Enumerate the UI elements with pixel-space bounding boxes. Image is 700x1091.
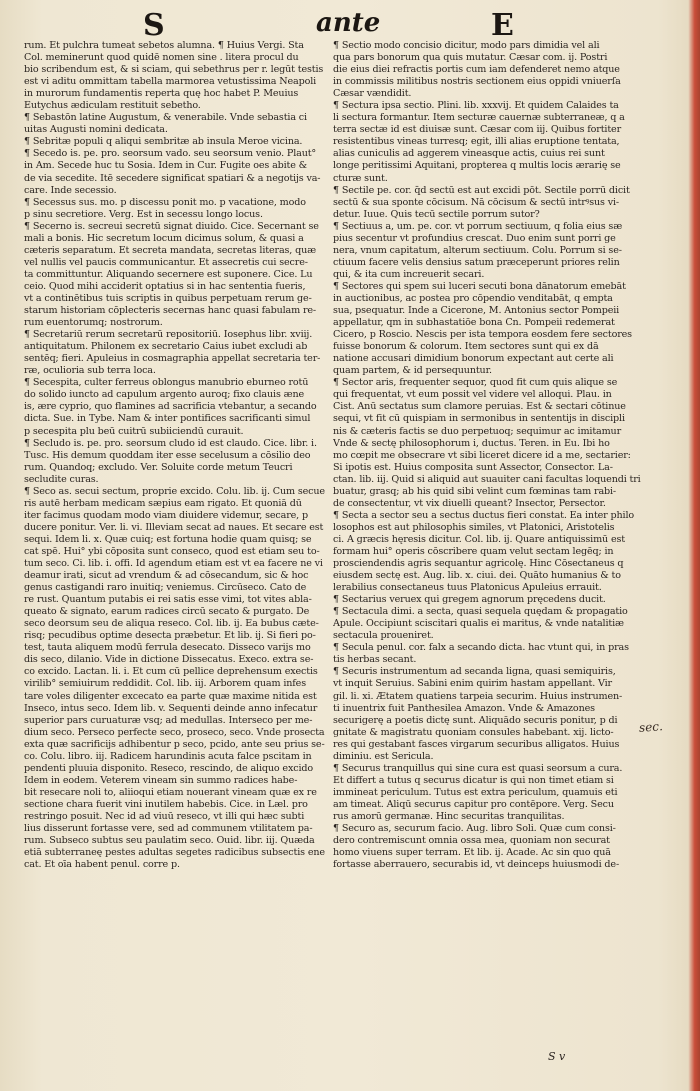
- text-line: ¶ Securis instrumentum ad secanda ligna, quasi semiquiris,: [333, 666, 616, 678]
- text-line: Inseco, intus seco. Idem lib. v. Sequenti deinde anno infecatur: [24, 702, 318, 714]
- running-head-right: E: [491, 8, 514, 43]
- text-line: terra sectæ id est diuisæ sunt. Cæsar com iij. Quibus fortiter: [333, 124, 622, 136]
- text-line: co. Colu. libro. iij. Radicem harundinis acuta falce pscitam in: [24, 750, 312, 762]
- text-line: nera, vnum capitatum, alterum sectiuum. Colu. Porrum si se-: [333, 244, 622, 256]
- text-line: re rust. Quantum putabis ei rei satis esse vimi, tot vites abla-: [24, 594, 312, 606]
- text-line: ¶ Sectarius veruex qui gregem agnorum pręcedens ducit.: [333, 594, 606, 606]
- text-line: iter facimus quodam modo viam diuidere videmur, secare, p: [24, 509, 308, 521]
- left-column: [24, 40, 334, 1040]
- text-line: tis herbas secant.: [333, 654, 417, 666]
- text-line: tum seco. Ci. lib. i. offi. Id agendum etiam est vt ea facere ne vi: [24, 558, 323, 570]
- text-line: ci. A græcis hęresis dicitur. Col. lib. ij. Quare antiquissimū est: [333, 533, 625, 545]
- running-head-center: ante: [316, 8, 381, 38]
- text-line: bio scribendum est, & si sciam, qui sebethrus per r. legūt testis: [24, 64, 324, 76]
- text-line: de consectentur, vt vix diuelli queant? Insector, Persector.: [333, 497, 606, 509]
- text-line: rum. Et pulchra tumeat sebetos alumna. ¶ Huius Vergi. Sta: [24, 40, 304, 51]
- text-line: est vi aditu ommittam tabella marmorea vetustissima Neapoli: [24, 76, 317, 88]
- text-line: test, tauta aliquem modū ferrula desecato. Disseco varijs mo: [24, 642, 311, 654]
- text-line: in Am. Secede huc tu Sosia. Idem in Cur. Fugite oes abite &: [24, 160, 308, 172]
- text-line: die eius diei refractis portis cum iam defenderet nemo atque: [333, 64, 620, 76]
- text-line: longe peritissimi Aquitani, propterea q multis locis ærarię se: [333, 160, 621, 172]
- text-line: detur. Iuue. Quis tecū sectile porrum sutor?: [333, 208, 540, 220]
- text-line: ti inuentrix fuit Panthesilea Amazon. Vnde & Amazones: [333, 702, 595, 714]
- text-line: rus amorū germanæ. Hinc securitas tranquilitas.: [333, 811, 565, 822]
- text-line: ¶ Sectile pe. cor. q̄d sectū est aut excidi pōt. Sectile porrū dicit: [333, 184, 630, 196]
- text-line: bit resecare noli to, aliioqui etiam nouerant vineam quæ ex re: [24, 786, 317, 798]
- text-line: Si ipotis est. Huius composita sunt Assector, Consector. La-: [333, 461, 613, 473]
- text-line: in murorum fundamentis reperta quę hoc habet P. Meuius: [24, 88, 299, 100]
- text-line: queato & signato, earum radices circū secato & purgato. De: [24, 606, 310, 618]
- text-line: ¶ Secula penul. cor. falx a secando dicta. hac vtunt qui, in pras: [333, 642, 629, 654]
- text-line: dis seco, dilanio. Vide in dictione Dissecatus. Execo. extra se-: [24, 654, 314, 666]
- text-line: ¶ Secerno is. secreui secretū signat diuido. Cice. Secernant se: [24, 220, 319, 232]
- text-line: fuisse bonorum & colorum. Item sectores sunt qui ex dā: [333, 341, 599, 353]
- text-line: Cæsar vændidit.: [333, 88, 412, 100]
- text-line: sua, psequatur. Inde a Cicerone, M. Antonius sector Pompeii: [333, 305, 620, 317]
- text-line: ¶ Secessus sus. mo. p discessu ponit mo. p vacatione, modo: [24, 196, 306, 208]
- text-line: homo viuens super terram. Et lib. ij. Acade. Ac sin quo quā: [333, 847, 611, 859]
- text-line: ¶ Secludo is. pe. pro. seorsum cludo id est claudo. Cice. libr. i.: [24, 437, 317, 449]
- text-line: appellatur, qm in subhastatiōe bona Cn. Pompeii redemerat: [333, 317, 615, 329]
- text-line: ris autē herbam medicam sæpius eam rigato. Et quoniā dū: [24, 497, 302, 509]
- text-line: pendenti pluuia disponito. Reseco, rescindo, de aliquo excido: [24, 762, 313, 774]
- text-line: alias cuniculis ad aggerem vineasque actis, cuius rei sunt: [333, 148, 605, 160]
- text-line: ¶ Securo as, securum facio. Aug. libro Soli. Quæ cum consi-: [333, 823, 616, 835]
- text-line: co excido. Lactan. li. i. Et cum cū pellice deprehensum exectis: [24, 666, 318, 678]
- text-line: ¶ Securus tranquillus qui sine cura est quasi seorsum a cura.: [333, 762, 623, 774]
- text-line: qui frequentat, vt eum possit vel videre vel alloqui. Plau. in: [333, 389, 612, 401]
- text-line: immineat periculum. Tutus est extra periculum, quamuis eti: [333, 786, 618, 798]
- text-line: seco deorsum seu de aliqua reseco. Col. lib. ij. Ea bubus cæte-: [24, 618, 319, 630]
- text-line: tare voles diligenter excecato ea parte quæ maxime nitida est: [24, 690, 317, 702]
- text-line: lerabilius consectaneus tuus Platonicus Apuleius errauit.: [333, 582, 602, 594]
- text-line: losophos est aut philosophis similes, vt Platonici, Aristotelis: [333, 521, 615, 533]
- text-line: lius disserunt fortasse vere, sed ad communem vtilitatem pa-: [24, 823, 313, 835]
- text-line: ctiuum facere velis densius satum præceperunt priores relin: [333, 256, 620, 268]
- text-line: dium seco. Perseco perfecte seco, proseco, seco. Vnde prosecta: [24, 726, 325, 738]
- text-line: ¶ Sebastōn latine Augustum, & venerabile. Vnde sebastia ci: [24, 112, 307, 124]
- text-line: Idem in eodem. Veterem vineam sin summo radices habe-: [24, 774, 298, 786]
- text-line: sectione chara fuerit vini inutilem habebis. Cice. in Læl. pro: [24, 798, 308, 810]
- text-line: Col. meminerunt quod quidē nomen sine . litera procul du: [24, 52, 299, 64]
- text-line: qua pars bonorum qua quis mutatur. Cæsar com. ij. Postri: [333, 52, 608, 64]
- text-line: starum historiam cōplecteris secernas hanc quasi fabulam re-: [24, 305, 317, 317]
- text-line: Cist. Anū sectatus sum clamore peruias. Est & sectari cōtinue: [333, 401, 626, 413]
- text-line: Vnde & sectę philosophorum i, ductus. Teren. in Eu. Ibi ho: [333, 437, 610, 449]
- text-line: rum. Quandoq; excludo. Ver. Soluite corde metum Teucri: [24, 461, 293, 473]
- text-line: ¶ Secta a sector seu a sectus ductus fieri constat. Ea inter philo: [333, 509, 634, 521]
- text-line: cturæ sunt.: [333, 172, 388, 184]
- text-line: secludite curas.: [24, 473, 99, 485]
- text-line: sectū & sua sponte cōcisum. Nā cōcisum & sectū intrꝰsus vi-: [333, 196, 619, 208]
- text-line: gil. li. xi. Ætatem quatiens tarpeia securim. Huius instrumen-: [333, 690, 623, 702]
- text-line: ¶ Sebritæ populi q aliqui sembritæ ab insula Meroe vicina.: [24, 136, 303, 148]
- text-line: quam partem, & id persequuntur.: [333, 365, 492, 377]
- text-line: do solido iuncto ad capulum argento auroq; fixo clauis æne: [24, 389, 305, 401]
- text-line: pius secentur vt profundius crescat. Duo enim sunt porri ge: [333, 232, 616, 244]
- text-line: cat. Et oīa habent penul. corre p.: [24, 859, 180, 871]
- text-line: fortasse aberrauero, securabis id, vt deinceps huiusmodi de-: [333, 859, 620, 871]
- text-line: in auctionibus, ac postea pro cōpendio venditabāt, q empta: [333, 292, 613, 304]
- text-line: p sinu secretiore. Verg. Est in secessu longo locus.: [24, 208, 263, 220]
- text-line: ¶ Sectiuus a, um. pe. cor. vt porrum sectiuum, q folia eius sæ: [333, 220, 623, 232]
- text-line: ¶ Secedo is. pe. pro. seorsum vado. seu seorsum venio. Plaut°: [24, 148, 317, 160]
- text-line: sectacula proueniret.: [333, 630, 434, 642]
- right-column: [333, 40, 648, 1040]
- text-line: ceio. Quod mihi acciderit optatius si in hac sententia fueris,: [24, 280, 306, 292]
- text-line: natione accusari dimidium bonorum expectant aut certe ali: [333, 353, 614, 365]
- text-line: eiusdem sectę est. Aug. lib. x. ciui. dei. Quāto humanius & to: [333, 570, 621, 582]
- text-line: ¶ Sector aris, frequenter sequor, quod fit cum quis alique se: [333, 377, 618, 389]
- text-line: ¶ Seco as. secui sectum, proprie excido. Colu. lib. ij. Cum secue: [24, 485, 325, 497]
- text-line: res qui gestabant fasces virgarum securibus alligatos. Huius: [333, 738, 620, 750]
- text-line: ræ, oculioria sub terra loca.: [24, 365, 156, 377]
- text-line: cæteris separatum. Et secreta mandata, secretas literas, quæ: [24, 244, 316, 256]
- running-head-left: S: [143, 8, 165, 43]
- text-line: vt inquit Seruius. Sabini enim quirim hastam appellant. Vir: [333, 678, 612, 690]
- margin-annotation: sec.: [638, 719, 664, 735]
- text-line: ctan. lib. iij. Quid si aliquid aut suauiter cani facultas loquendi tri: [333, 473, 641, 485]
- running-head: [0, 8, 690, 42]
- text-line: Cicero, p Roscio. Nescis per ista tempora eosdem fere sectores: [333, 329, 632, 341]
- text-line: vel nullis vel paucis communicantur. Et assecretis cui secre-: [24, 256, 308, 268]
- text-line: ¶ Sectura ipsa sectio. Plini. lib. xxxvij. Et quidem Calaides ta: [333, 100, 619, 112]
- text-line: antiquitatum. Philonem ex secretario Caius iubet excludi ab: [24, 341, 308, 353]
- text-line: dero contremiscunt omnia ossa mea, quoniam non securat: [333, 835, 610, 847]
- text-line: Apule. Occipiunt sciscitari qualis ei maritus, & vnde natalitiæ: [333, 618, 624, 630]
- text-line: Et differt a tutus q securus dicatur is qui non timet etiam si: [333, 774, 614, 786]
- text-line: ¶ Sectacula dimi. a secta, quasi sequela quędam & propagatio: [333, 606, 628, 618]
- text-line: is, ære cyprio, quo flamines ad sacrificia vtebantur, a secando: [24, 401, 317, 413]
- page-edge: [688, 0, 700, 1091]
- text-line: securigerę a poetis dictę sunt. Aliquādo securis ponitur, p di: [333, 714, 618, 726]
- text-line: ducere ponitur. Ver. li. vi. Illeviam secat ad naues. Et secare est: [24, 521, 324, 533]
- text-line: dicta. Sue. in Tybe. Nam & inter pontifices sacrificanti simul: [24, 413, 311, 425]
- text-line: rum. Subseco subtus seu paulatim seco. Ouid. libr. iij. Quæda: [24, 835, 315, 847]
- text-line: ¶ Secretariū rerum secretarū repositoriū. Iosephus libr. xviij.: [24, 329, 313, 341]
- text-line: deamur irati, sicut ad vrendum & ad cōsecandum, sic & hoc: [24, 570, 309, 582]
- text-line: Eutychus ædiculam restituit sebetho.: [24, 100, 201, 112]
- text-line: p secespita plu beū cuitrū subiiciendū curauit.: [24, 425, 244, 437]
- text-line: ¶ Sectio modo concisio dicitur, modo pars dimidia vel ali: [333, 40, 600, 51]
- text-line: cat spē. Hui° ybi cōposita sunt conseco, quod est etiam seu to-: [24, 545, 320, 557]
- text-line: ¶ Sectores qui spem sui luceri secuti bona dānatorum emebāt: [333, 280, 626, 292]
- text-line: de via secedite. Itē secedere significat spatiari & a negotijs va-: [24, 172, 321, 184]
- signature-mark: S v: [548, 1050, 566, 1063]
- text-line: nis & cæteris factis se duo perpetuoq; sequimur ac imitamur: [333, 425, 622, 437]
- text-line: etiā subterraneę pestes adultas segetes radicibus subsectis ene: [24, 847, 325, 859]
- text-line: resistentibus vineas turresq; egit, illi alias eruptione tentata,: [333, 136, 620, 148]
- text-line: in commissis militibus nostris sectionem eius oppidi vniuerſa: [333, 76, 621, 88]
- text-line: virilib° semiuirum reddidit. Col. lib. iij. Arborem quam infes: [24, 678, 306, 690]
- text-line: Tusc. His demum quoddam iter esse secelusum a cōsilio deo: [24, 449, 311, 461]
- text-line: formam hui° operis cōscribere quam velut sectam legēq; in: [333, 545, 614, 557]
- text-line: uitas Augusti nomini dedicata.: [24, 124, 168, 136]
- text-line: risq; pecudibus optime desecta præbetur. Et lib. ij. Si fieri po-: [24, 630, 316, 642]
- text-line: mo cœpit me obsecrare vt sibi liceret dicere id a me, sectarier:: [333, 449, 631, 461]
- text-line: rum euentorumq; nostrorum.: [24, 317, 163, 329]
- text-line: am timeat. Aliqū securus capitur pro contēpore. Verg. Secu: [333, 798, 614, 810]
- text-line: sequi. Idem li. x. Quæ cuiq; est fortuna hodie quam quisq; se: [24, 533, 312, 545]
- text-line: superior pars curuaturæ vsq; ad medullas. Interseco per me-: [24, 714, 313, 726]
- text-line: restringo posuit. Nec id ad viuū reseco, vt illi qui hæc subti: [24, 811, 305, 822]
- text-line: vt a continētibus tuis scriptis in quibus perpetuam rerum ge-: [24, 292, 312, 304]
- text-line: exta quæ sacrificijs adhibentur p seco, pcido, ante seu prius se-: [24, 738, 325, 750]
- text-line: sentēq; fieri. Apuleius in cosmagraphia appellat secretaria ter-: [24, 353, 321, 365]
- text-line: gnitate & magistratu quoniam consules habebant. xij. licto-: [333, 726, 614, 738]
- text-line: prosciendendis agris sequantur agricolę. Hinc Cōsectaneus q: [333, 558, 624, 570]
- text-line: li sectura formantur. Item secturæ cauernæ subterraneæ, q a: [333, 112, 625, 124]
- text-line: buatur, grasq; ab his quid sibi velint cum fœminas tam rabi-: [333, 485, 617, 497]
- text-line: mali a bonis. Hic secretum locum dicimus solum, & quasi a: [24, 232, 304, 244]
- text-line: qui, & ita cum increuerit secari.: [333, 268, 485, 280]
- text-line: ¶ Secespita, culter ferreus oblongus manubrio eburneo rotū: [24, 377, 309, 389]
- text-line: sequi, vt fit cū quispiam in sermonibus in sententijs in discipli: [333, 413, 625, 425]
- text-line: ta committuntur. Aliquando secernere est suponere. Cice. Lu: [24, 268, 313, 280]
- text-line: diminiu. est Sericula.: [333, 750, 434, 762]
- text-line: care. Inde secessio.: [24, 184, 117, 196]
- text-line: genus castigandi raro inuitiq; veniemus. Circūseco. Cato de: [24, 582, 307, 594]
